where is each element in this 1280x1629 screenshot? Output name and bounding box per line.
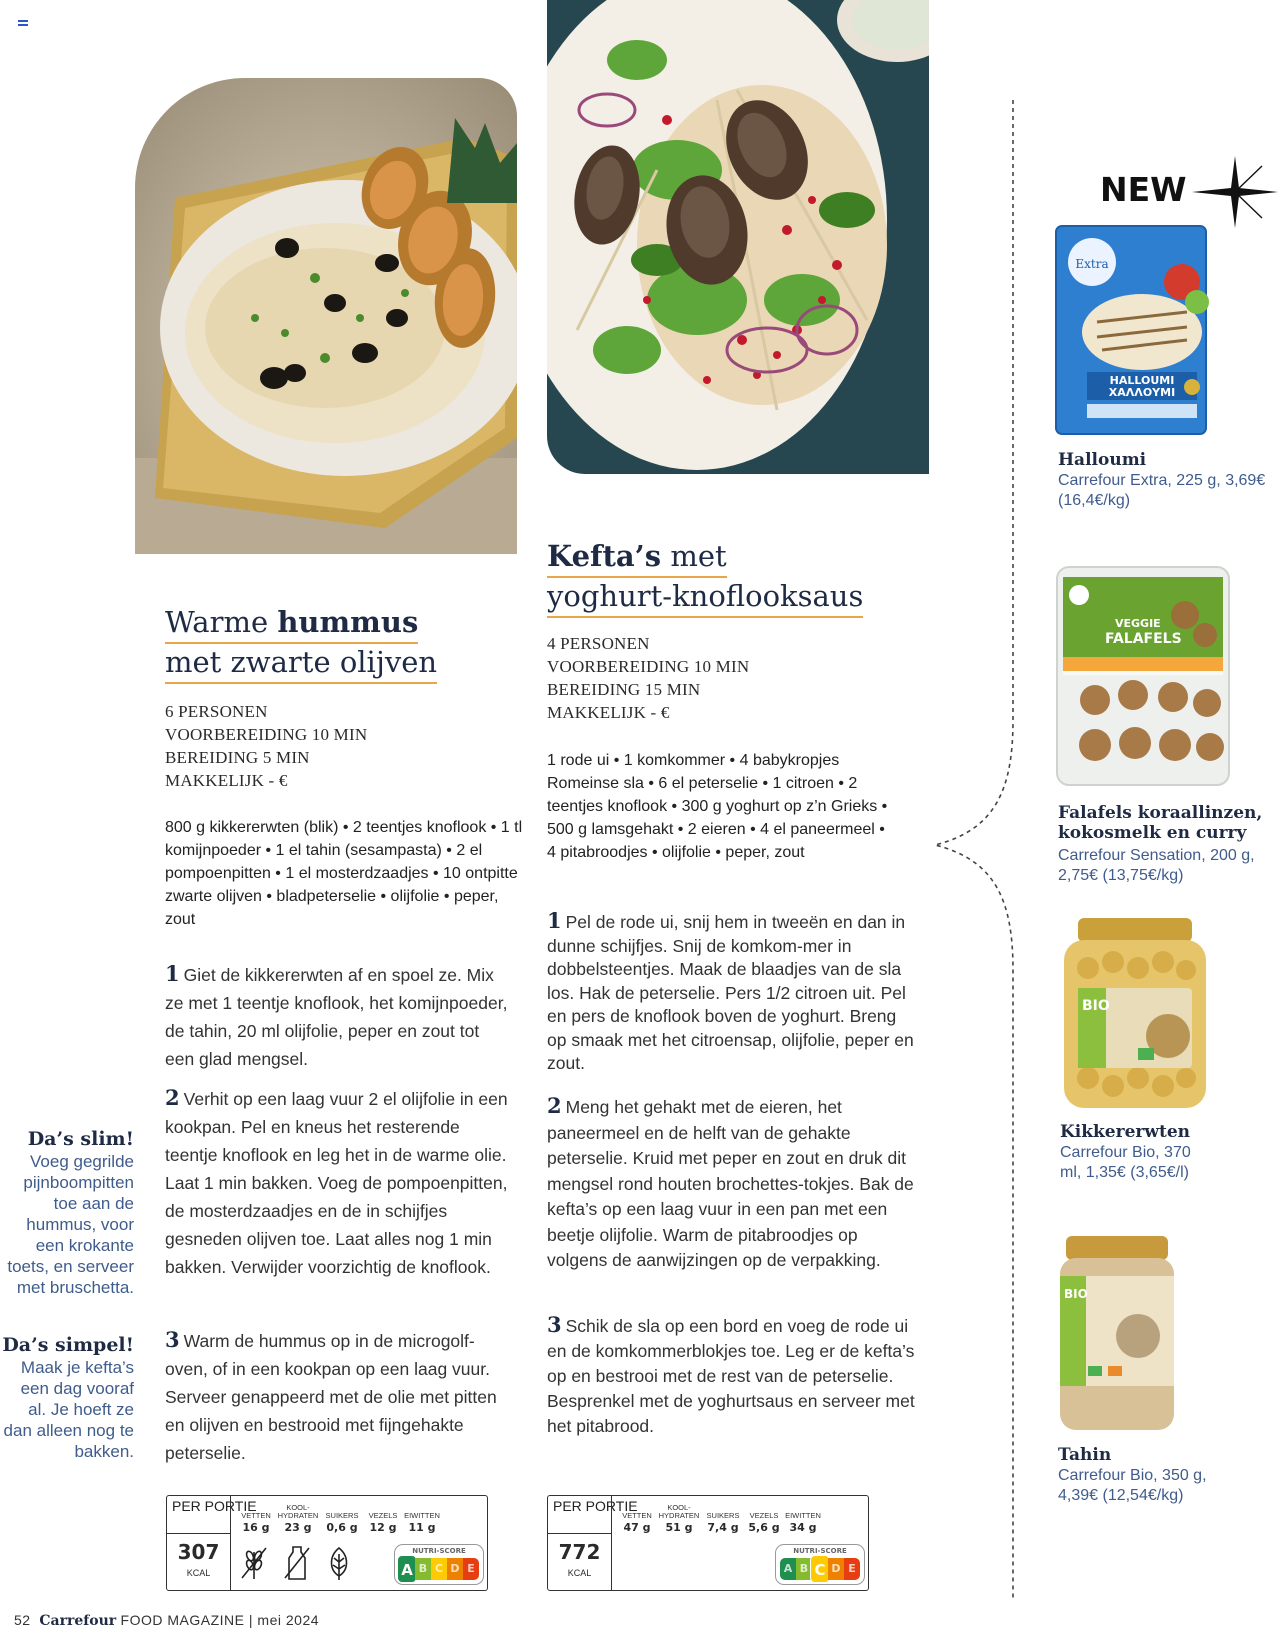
nutrient-label: KOOL-HYDRATEN <box>658 1503 700 1520</box>
nutrient-label: VETTEN <box>241 1511 271 1520</box>
sparkle-star-icon <box>1192 156 1278 228</box>
step-number: 3 <box>547 1312 562 1337</box>
menu-icon[interactable] <box>18 20 28 26</box>
hummus-title <box>165 604 437 684</box>
new-label: NEW <box>1100 170 1187 209</box>
hummus-cook-time: BEREIDING 5 MIN <box>165 748 310 767</box>
svg-text:ΧΑΛΛΟΥΜΙ: ΧΑΛΛΟΥΜΙ <box>1108 386 1176 399</box>
kefta-step-3 <box>547 1312 917 1439</box>
per-portion-text: PER PORTIE <box>172 1498 257 1514</box>
product-name-tahin: Tahin <box>1058 1445 1112 1465</box>
nutri-score-letter-b: B <box>415 1558 431 1580</box>
svg-text:Extra: Extra <box>1075 257 1109 271</box>
product-desc-kikkererwten: Carrefour Bio, 370 ml, 1,35€ (3,65€/l) <box>1060 1144 1191 1181</box>
step-text: Warm de hummus op in de microgolf-oven, of in een kookpan op een laag vuur. Serveer genappeerd met de olie met pitten en olijven en bestrooid met fijngehakte peterselie. <box>165 1331 497 1463</box>
kefta-meta <box>547 632 749 724</box>
hummus-prep-time: VOORBEREIDING 10 MIN <box>165 725 368 744</box>
divider <box>230 1496 231 1590</box>
kefta-step-1 <box>547 909 917 1076</box>
nutri-score-label: NUTRI-SCORE <box>793 1547 847 1555</box>
kefta-title-plain: met <box>661 539 727 573</box>
nutrient-fibres <box>743 1503 785 1534</box>
nutrient-label: KOOL-HYDRATEN <box>277 1503 319 1520</box>
page-number: 52 <box>14 1612 31 1628</box>
hummus-title-bold: hummus <box>277 605 419 639</box>
kefta-prep-time: VOORBEREIDING 10 MIN <box>547 657 750 676</box>
step-text: Giet de kikkererwten af en spoel ze. Mix ze met 1 teentje knoflook, het komijnpoeder, de tahin, 20 ml olijfolie, peper en zout tot een glad mengsel. <box>165 965 508 1069</box>
svg-text:VEGGIE: VEGGIE <box>1115 617 1161 630</box>
nutrient-label: SUIKERS <box>706 1511 740 1520</box>
kcal-label: KCAL <box>186 1568 211 1578</box>
dashed-divider <box>935 100 1025 1600</box>
nutrient-value: 0,6 g <box>326 1521 358 1534</box>
tip-slim-text: Voeg gegrilde pijnboompitten toe aan de hummus, voor een krokante toets, en serveer met bruschetta. <box>7 1152 134 1297</box>
nutrient-value: 11 g <box>408 1521 436 1534</box>
nutrient-sugars <box>702 1503 744 1534</box>
nutrient-value: 7,4 g <box>707 1521 739 1534</box>
hummus-step-2 <box>165 1084 510 1281</box>
svg-text:BIO: BIO <box>1082 998 1110 1014</box>
kcal-value: 307 <box>177 1540 220 1564</box>
kefta-difficulty: MAKKELIJK - € <box>547 703 670 722</box>
nutrient-value: 23 g <box>284 1521 312 1534</box>
hummus-title-line2: met zwarte olijven <box>165 644 437 684</box>
falafel-product-image <box>1055 565 1233 790</box>
step-text: Verhit op een laag vuur 2 el olijfolie in een kookpan. Pel en kneus het resterende teentje knoflook en leg het in de warme olie. Laat 1 min bakken. Voeg de pompoenpitten, de mosterdzaadjes en de in schijfjes gesneden olijven toe. Laat alles nog 1 min bakken. Verwijder voorzichtig de knoflook. <box>165 1089 508 1277</box>
nutrient-label: VEZELS <box>368 1511 398 1520</box>
nutrient-fibres <box>362 1503 404 1534</box>
kefta-nutrition-box <box>547 1495 869 1591</box>
kefta-title-bold: Kefta’s <box>547 539 662 573</box>
kefta-ingredients: 1 rode ui • 1 komkommer • 4 babykropjes Romeinse sla • 6 el peterselie • 1 citroen • 2 teentjes knoflook • 300 g yoghurt op z’n Grieks • 500 g lamsgehakt • 2 eieren • 4 el paneermeel • 4 pitabroodjes • olijfolie • peper, zout <box>547 752 888 861</box>
hummus-ingredients: 800 g kikkererwten (blik) • 2 teentjes knoflook • 1 tl komijnpoeder • 1 el tahin (sesampasta) • 2 el pompoenpitten • 1 el mosterdzaadjes • 10 ontpitte zwarte olijven • bladpeterselie • olijfolie • peper, zout <box>165 819 523 928</box>
step-number: 3 <box>165 1327 180 1352</box>
nutrient-sugars <box>321 1503 363 1534</box>
nutri-score-letter-c: C <box>810 1555 830 1583</box>
kcal-label: KCAL <box>567 1568 592 1578</box>
svg-text:FALAFELS: FALAFELS <box>1105 631 1182 647</box>
hummus-step-3 <box>165 1326 510 1467</box>
nutri-score-badge <box>775 1544 865 1585</box>
nutri-score-letter-b: B <box>796 1558 812 1580</box>
product-name-falafels: Falafels koraallinzen, kokosmelk en curry <box>1058 803 1263 843</box>
kikkererwten-product-image <box>1058 918 1212 1110</box>
hummus-servings: 6 PERSONEN <box>165 702 268 721</box>
step-text: Schik de sla op een bord en voeg de rode ui en de komkommerblokjes toe. Leg er de kefta’s op en bestrooi met de rest van de peterselie. Besprenkel met de yoghurtsaus en serveer met het pitabrood. <box>547 1316 915 1436</box>
divider <box>611 1496 612 1590</box>
svg-text:HALLOUMI: HALLOUMI <box>1109 374 1175 387</box>
footer-separator: | <box>248 1612 254 1628</box>
nutri-score-letter-e: E <box>844 1558 860 1580</box>
product-desc-tahin: Carrefour Bio, 350 g, 4,39€ (12,54€/kg) <box>1058 1467 1207 1504</box>
product-name-kikkererwten: Kikkererwten <box>1060 1122 1190 1142</box>
nutrient-value: 34 g <box>789 1521 817 1534</box>
nutrient-label: VETTEN <box>622 1511 652 1520</box>
per-portion-text: PER PORTIE <box>553 1498 638 1514</box>
tahin-product-image <box>1058 1236 1176 1432</box>
step-number: 1 <box>547 908 562 933</box>
vegan-leaf-icon <box>325 1544 353 1582</box>
nutrient-label: VEZELS <box>749 1511 779 1520</box>
nutrient-value: 12 g <box>369 1521 397 1534</box>
footer-issue: mei 2024 <box>257 1612 320 1628</box>
tip-slim-title: Da’s slim! <box>27 1128 134 1150</box>
nutrient-carbs <box>277 1503 319 1534</box>
nutrient-proteins <box>401 1503 443 1534</box>
nutri-score-letter-d: D <box>447 1558 463 1580</box>
gluten-free-icon <box>240 1544 268 1582</box>
kefta-step-2 <box>547 1093 917 1274</box>
tip-simpel-title: Da’s simpel! <box>2 1334 134 1356</box>
hummus-step-1 <box>165 960 510 1073</box>
footer-magazine: FOOD MAGAZINE <box>120 1612 245 1628</box>
kefta-title <box>547 538 863 618</box>
nutrient-fat <box>235 1503 277 1534</box>
page-footer <box>14 1612 319 1629</box>
nutrient-label: SUIKERS <box>325 1511 359 1520</box>
nutrient-value: 47 g <box>623 1521 651 1534</box>
kcal-value: 772 <box>558 1540 601 1564</box>
hummus-nutrition-box <box>166 1495 488 1591</box>
halloumi-product-image <box>1052 222 1214 440</box>
nutri-score-label: NUTRI-SCORE <box>412 1547 466 1555</box>
hummus-title-line1 <box>165 604 418 644</box>
kefta-photo <box>547 0 929 474</box>
product-name-halloumi: Halloumi <box>1058 450 1147 470</box>
lactose-free-icon <box>283 1544 311 1582</box>
footer-brand: Carrefour <box>39 1613 117 1629</box>
step-text: Pel de rode ui, snij hem in tweeën en dan in dunne schijfjes. Snij de komkom-mer in dobbelsteentjes. Maak de blaadjes van de sla los. Hak de peterselie. Pers 1/2 citroen uit. Pel en pers de knoflook boven de yoghurt. Breng op smaak met het citroensap, olijfolie, peper en zout. <box>547 912 914 1073</box>
divider <box>167 1533 230 1534</box>
nutri-score-letter-d: D <box>828 1558 844 1580</box>
tip-simpel-text: Maak je kefta’s een dag vooraf al. Je hoeft ze dan alleen nog te bakken. <box>3 1358 134 1461</box>
svg-text:BIO: BIO <box>1064 1287 1088 1301</box>
nutrient-value: 51 g <box>665 1521 693 1534</box>
kefta-title-line2: yoghurt-knoflooksaus <box>547 578 863 618</box>
nutrient-proteins <box>782 1503 824 1534</box>
nutrient-value: 16 g <box>242 1521 270 1534</box>
hummus-difficulty: MAKKELIJK - € <box>165 771 288 790</box>
step-number: 2 <box>165 1085 180 1110</box>
hummus-title-plain: Warme <box>165 605 278 639</box>
nutri-score-letter-c: C <box>431 1558 447 1580</box>
hummus-meta <box>165 700 367 792</box>
nutri-score-letter-a: A <box>397 1555 417 1583</box>
nutrient-value: 5,6 g <box>748 1521 780 1534</box>
nutrient-carbs <box>658 1503 700 1534</box>
kefta-cook-time: BEREIDING 15 MIN <box>547 680 701 699</box>
divider <box>548 1533 611 1534</box>
product-desc-halloumi: Carrefour Extra, 225 g, 3,69€ (16,4€/kg) <box>1058 472 1266 509</box>
nutri-score-letter-a: A <box>780 1558 796 1580</box>
hummus-photo <box>135 78 517 554</box>
step-text: Meng het gehakt met de eieren, het paneermeel en de helft van de gehakte peterselie. Kruid met peper en zout en druk dit mengsel rond houten brochettes-tokjes. Bak de kefta’s op een laag vuur in een pan met een beetje olijfolie. Warm de pitabroodjes op volgens de aanwijzingen op de verpakking. <box>547 1097 914 1270</box>
kefta-title-line1 <box>547 538 727 578</box>
nutri-score-letter-e: E <box>463 1558 479 1580</box>
nutri-score-badge <box>394 1544 484 1585</box>
nutrient-fat <box>616 1503 658 1534</box>
kefta-servings: 4 PERSONEN <box>547 634 650 653</box>
step-number: 2 <box>547 1093 562 1118</box>
step-number: 1 <box>165 961 180 986</box>
nutrient-label: EIWITTEN <box>785 1511 821 1520</box>
product-desc-falafels: Carrefour Sensation, 200 g, 2,75€ (13,75€/kg) <box>1058 847 1255 884</box>
nutrient-label: EIWITTEN <box>404 1511 440 1520</box>
